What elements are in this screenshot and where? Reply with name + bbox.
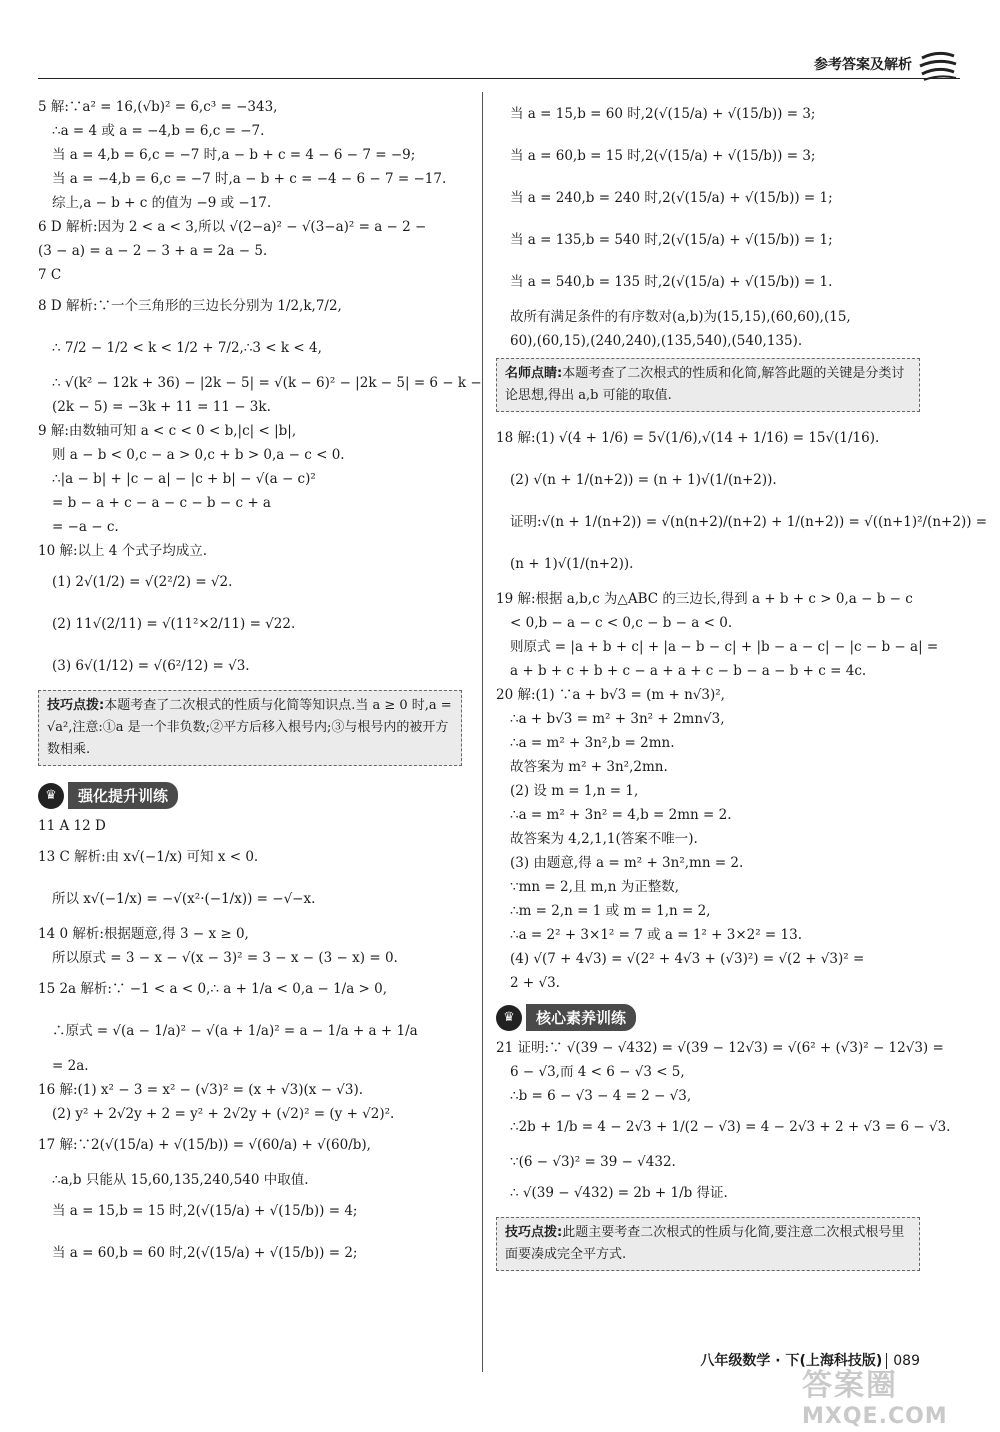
solution-line: 则原式 = |a + b + c| + |a − b − c| + |b − a − c| − |c − b − a| = (510, 639, 939, 655)
solution-line: (2) y² + 2√2y + 2 = y² + 2√2y + (√2)² = (y + √2)². (52, 1106, 395, 1122)
left-solutions-part2 (38, 815, 462, 1271)
solution-line: 17 解:∵2(√(15/a) + √(15/b)) = √(60/a) + √(60/b), (38, 1137, 371, 1153)
solution-line: 2 + √3. (510, 975, 560, 991)
crown-icon: ♛ (38, 783, 64, 809)
solution-line: (3) 6√(1/12) = √(6²/12) = √3. (52, 658, 250, 674)
solution-line: 当 a = 4,b = 6,c = −7 时,a − b + c = 4 − 6 − 7 = −9; (52, 147, 416, 163)
solution-line: (n + 1)√(1/(n+2)). (510, 556, 634, 572)
solution-line: (2) 11√(2/11) = √(11²×2/11) = √22. (52, 616, 296, 632)
page-number: 089 (886, 1353, 920, 1369)
column-divider (482, 92, 483, 1372)
solution-line: 当 a = 15,b = 60 时,2(√(15/a) + √(15/b)) = 3; (510, 106, 816, 122)
right-solutions-part1 (496, 96, 920, 352)
section-heading-strengthen (38, 782, 178, 809)
right-solutions-part2 (496, 420, 988, 994)
watermark (802, 1360, 972, 1429)
solution-line: 当 a = 240,b = 240 时,2(√(15/a) + √(15/b)) = 1; (510, 190, 833, 206)
tip-label: 技巧点拨: (505, 1225, 563, 1240)
crown-icon: ♛ (496, 1005, 522, 1031)
solution-line: 当 a = 540,b = 135 时,2(√(15/a) + √(15/b)) = 1. (510, 274, 833, 290)
solution-line: 9 解:由数轴可知 a < c < 0 < b,|c| < |b|, (38, 423, 297, 439)
section-title: 核心素养训练 (526, 1004, 636, 1031)
solution-line: (4) √(7 + 4√3) = √(2² + 4√3 + (√3)²) = √(2 + √3)² = (510, 951, 865, 967)
solution-line: 13 C 解析:由 x√(−1/x) 可知 x < 0. (38, 849, 259, 865)
solution-line: ∴m = 2,n = 1 或 m = 1,n = 2, (510, 903, 711, 919)
solution-line: 21 证明:∵ √(39 − √432) = √(39 − 12√3) = √(6² + (√3)² − 12√3) = (496, 1040, 944, 1056)
right-solutions-part3 (496, 1037, 951, 1211)
solution-line: ∴2b + 1/b = 4 − 2√3 + 1/(2 − √3) = 4 − 2√3 + 2 + √3 = 6 − √3. (510, 1119, 951, 1135)
solution-line: 18 解:(1) √(4 + 1/6) = 5√(1/6),√(14 + 1/16) = 15√(1/16). (496, 430, 880, 446)
left-solutions-part1 (38, 96, 482, 684)
solution-line: 综上,a − b + c 的值为 −9 或 −17. (52, 195, 272, 211)
book-title: 八年级数学 · 下(上海科技版) (700, 1353, 883, 1369)
solution-line: 故答案为 4,2,1,1(答案不唯一). (510, 831, 698, 847)
solution-line: 证明:√(n + 1/(n+2)) = √(n(n+2)/(n+2) + 1/(n+2)) = √((n+1)²/(n+2)) = (510, 514, 988, 530)
solution-line: 所以 x√(−1/x) = −√(x²·(−1/x)) = −√−x. (52, 891, 316, 907)
solution-line: ∴ 7/2 − 1/2 < k < 1/2 + 7/2,∴3 < k < 4, (52, 340, 322, 356)
solution-line: 60),(60,15),(240,240),(135,540),(540,135). (510, 333, 803, 349)
solution-line: = 2a. (52, 1058, 89, 1074)
solution-line: ∴ √(39 − √432) = 2b + 1/b 得证. (510, 1185, 728, 1201)
solution-line: (1) 2√(1/2) = √(2²/2) = √2. (52, 574, 233, 590)
solution-line: ∴b = 6 − √3 − 4 = 2 − √3, (510, 1088, 692, 1104)
solution-line: ∵mn = 2,且 m,n 为正整数, (510, 879, 680, 895)
solution-line: ∴a + b√3 = m² + 3n² + 2mn√3, (510, 711, 725, 727)
solution-line: 故答案为 m² + 3n²,2mn. (510, 759, 668, 775)
solution-line: (2k − 5) = −3k + 11 = 11 − 3k. (52, 399, 271, 415)
solution-line: 6 D 解析:因为 2 < a < 3,所以 √(2−a)² − √(3−a)² = a − 2 − (38, 219, 427, 235)
solution-line: ∴原式 = √(a − 1/a)² − √(a + 1/a)² = a − 1/a + a + 1/a (52, 1023, 418, 1039)
solution-line: ∴a,b 只能从 15,60,135,240,540 中取值. (52, 1172, 309, 1188)
tip-text: 本题考查了二次根式的性质和化简,解答此题的关键是分类讨论思想,得出 a,b 可能的取值. (505, 366, 905, 403)
tip-box-2 (496, 358, 920, 412)
solution-line: (3) 由题意,得 a = m² + 3n²,mn = 2. (510, 855, 744, 871)
solution-line: 15 2a 解析:∵ −1 < a < 0,∴ a + 1/a < 0,a − 1/a > 0, (38, 981, 388, 997)
header-rule (38, 78, 960, 79)
solution-line: 当 a = 15,b = 15 时,2(√(15/a) + √(15/b)) = 4; (52, 1203, 358, 1219)
solution-line: 8 D 解析:∵一个三角形的三边长分别为 1/2,k,7/2, (38, 298, 342, 314)
page-header-title: 参考答案及解析 (814, 57, 912, 73)
solution-line: = b − a + c − a − c − b − c + a (52, 495, 271, 511)
watermark-line1: 答案圈 (802, 1368, 898, 1403)
watermark-line2: MXQE.COM (802, 1404, 948, 1429)
section-heading-core (496, 1004, 636, 1031)
solution-line: (2) √(n + 1/(n+2)) = (n + 1)√(1/(n+2)). (510, 472, 777, 488)
solution-line: ∵(6 − √3)² = 39 − √432. (510, 1154, 676, 1170)
solution-line: ∴a = 4 或 a = −4,b = 6,c = −7. (52, 123, 265, 139)
solution-line: 当 a = 60,b = 60 时,2(√(15/a) + √(15/b)) = 2; (52, 1245, 358, 1261)
solution-line: ∴|a − b| + |c − a| − |c + b| − √(a − c)² (52, 471, 316, 487)
solution-line: = −a − c. (52, 519, 119, 535)
solution-line: ∴a = m² + 3n² = 4,b = 2mn = 2. (510, 807, 732, 823)
solution-line: ∴a = m² + 3n²,b = 2mn. (510, 735, 675, 751)
solution-line: 当 a = 60,b = 15 时,2(√(15/a) + √(15/b)) = 3; (510, 148, 816, 164)
solution-line: 7 C (38, 267, 62, 283)
tip-label: 名师点睛: (505, 366, 563, 381)
solution-line: 则 a − b < 0,c − a > 0,c + b > 0,a − c < 0. (52, 447, 345, 463)
solution-line: 16 解:(1) x² − 3 = x² − (√3)² = (x + √3)(x − √3). (38, 1082, 364, 1098)
solution-line: 20 解:(1) ∵a + b√3 = (m + n√3)², (496, 687, 725, 703)
solution-line: 14 0 解析:根据题意,得 3 − x ≥ 0, (38, 926, 249, 942)
tip-label: 技巧点拨: (47, 698, 105, 713)
tip-box-1 (38, 690, 462, 766)
solution-line: (2) 设 m = 1,n = 1, (510, 783, 639, 799)
left-column (38, 96, 482, 1277)
solution-line: 11 A 12 D (38, 818, 106, 834)
tip-text: 此题主要考查二次根式的性质与化简,要注意二次根式根号里面要凑成完全平方式. (505, 1225, 905, 1262)
solution-line: a + b + c + b + c − a + a + c − b − a − b + c = 4c. (510, 663, 867, 679)
right-column (496, 96, 988, 1279)
solution-line: ∴ √(k² − 12k + 36) − |2k − 5| = √(k − 6)² − |2k − 5| = 6 − k − (52, 375, 482, 391)
tip-text: 本题考查了二次根式的性质与化简等知识点.当 a ≥ 0 时,a = √a²,注意:①a 是一个非负数;②平方后移入根号内;③与根号内的被开方数相乘. (47, 698, 452, 757)
tip-box-3 (496, 1217, 920, 1271)
solution-line: 所以原式 = 3 − x − √(x − 3)² = 3 − x − (3 − x) = 0. (52, 950, 398, 966)
book-stack-icon (918, 48, 958, 84)
solution-line: 19 解:根据 a,b,c 为△ABC 的三边长,得到 a + b + c > 0,a − b − c (496, 591, 913, 607)
solution-line: 当 a = −4,b = 6,c = −7 时,a − b + c = −4 − 6 − 7 = −17. (52, 171, 447, 187)
solution-line: < 0,b − a − c < 0,c − b − a < 0. (510, 615, 733, 631)
section-title: 强化提升训练 (68, 782, 178, 809)
solution-line: ∴a = 2² + 3×1² = 7 或 a = 1² + 3×2² = 13. (510, 927, 802, 943)
solution-line: (3 − a) = a − 2 − 3 + a = 2a − 5. (38, 243, 268, 259)
solution-line: 6 − √3,而 4 < 6 − √3 < 5, (510, 1064, 685, 1080)
solution-line: 当 a = 135,b = 540 时,2(√(15/a) + √(15/b)) = 1; (510, 232, 833, 248)
solution-line: 故所有满足条件的有序数对(a,b)为(15,15),(60,60),(15, (510, 309, 851, 325)
solution-line: 5 解:∵a² = 16,(√b)² = 6,c³ = −343, (38, 99, 278, 115)
solution-line: 10 解:以上 4 个式子均成立. (38, 543, 207, 559)
